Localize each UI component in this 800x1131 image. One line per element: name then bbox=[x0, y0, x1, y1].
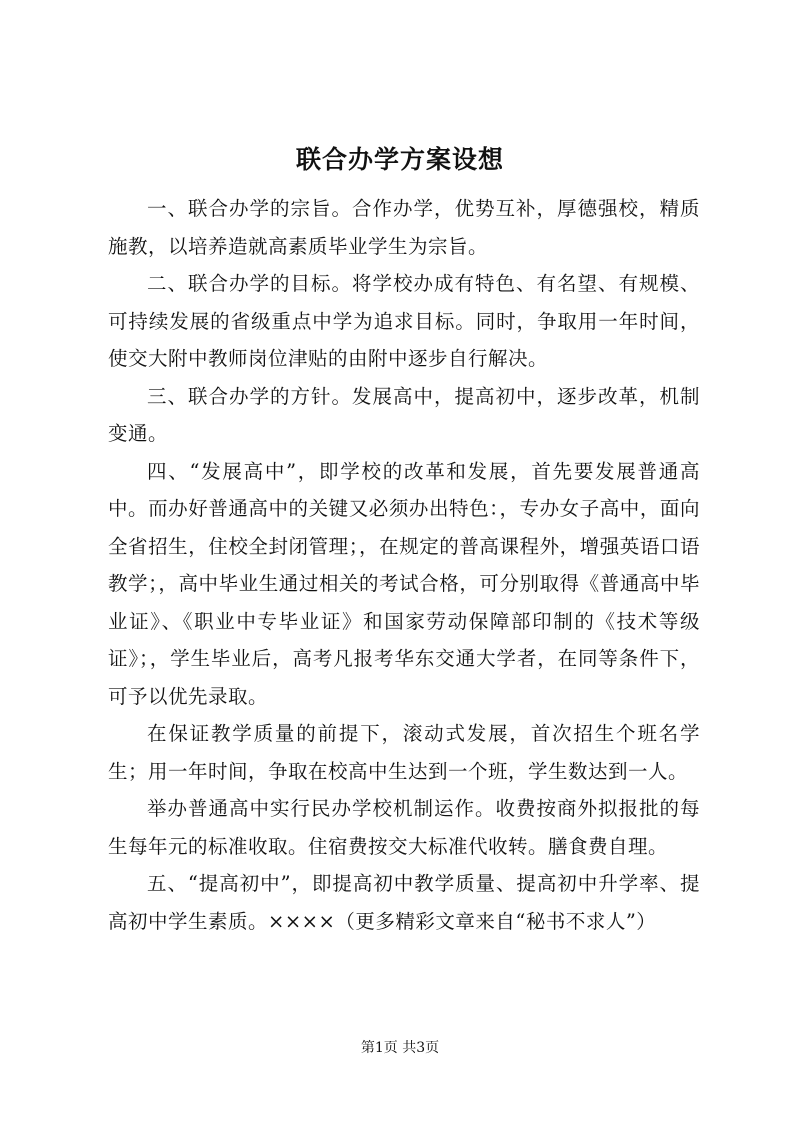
paragraph-enrollment: 在保证教学质量的前提下，滚动式发展，首次招生个班名学生；用一年时间，争取在校高中生达到一个班，学生数达到一人。 bbox=[108, 722, 700, 783]
paragraph-purpose: 一、联合办学的宗旨。合作办学，优势互补，厚德强校，精质施教，以培养造就高素质毕业学生为宗旨。 bbox=[108, 197, 700, 258]
paragraph-develop-high-school: 四、“发展高中”，即学校的改革和发展，首先要发展普通高中。而办好普通高中的关键又必须办出特色：，专办女子高中，面向全省招生，住校全封闭管理；，在规定的普高课程外，增强英语口语教学；，高中毕业生通过相关的考试合格，可分别取得《普通高中毕业证》、《职业中专毕业证》和国家劳动保障部印制的《技术等级证》；，学生毕业后，高考凡报考华东交通大学者，在同等条件下，可予以优先录取。 bbox=[108, 459, 700, 708]
paragraph-policy: 三、联合办学的方针。发展高中，提高初中，逐步改革，机制变通。 bbox=[108, 384, 700, 445]
document-title: 联合办学方案设想 bbox=[295, 145, 504, 174]
paragraph-improve-junior-high: 五、“提高初中”，即提高初中教学质量、提高初中升学率、提高初中学生素质。××××（更多精彩文章来自“秘书不求人”） bbox=[108, 872, 700, 933]
paragraph-operation: 举办普通高中实行民办学校机制运作。收费按商外拟报批的每生每年元的标准收取。住宿费按交大标准代收转。膳食费自理。 bbox=[108, 797, 700, 858]
document-body bbox=[108, 190, 700, 940]
page-footer: 第1页 共3页 bbox=[360, 1040, 440, 1056]
paragraph-goal: 二、联合办学的目标。将学校办成有特色、有名望、有规模、可持续发展的省级重点中学为追求目标。同时，争取用一年时间，使交大附中教师岗位津贴的由附中逐步自行解决。 bbox=[108, 272, 700, 370]
